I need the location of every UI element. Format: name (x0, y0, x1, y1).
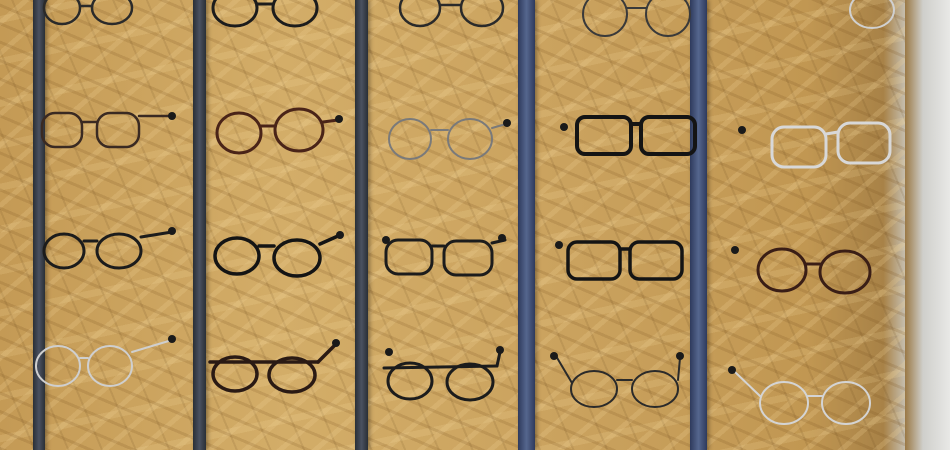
eyeglasses (386, 240, 505, 275)
eyeglasses (217, 109, 338, 153)
eyeglasses (577, 117, 695, 154)
eyeglasses (44, 0, 132, 24)
eyeglasses (213, 0, 317, 26)
eyeglasses (215, 236, 338, 276)
eyeglasses (758, 249, 870, 293)
eyeglasses (44, 232, 172, 268)
eyeglasses (850, 0, 894, 28)
eyeglasses (42, 113, 170, 147)
eyeglasses (583, 0, 690, 36)
eyeglasses (36, 340, 172, 386)
eyeglasses (210, 344, 336, 392)
eyeglasses (389, 119, 506, 159)
eyeglasses (384, 352, 500, 400)
eyeglasses (772, 123, 890, 167)
eyeglasses (568, 242, 682, 279)
eyeglasses (556, 356, 680, 407)
eyeglasses (735, 372, 870, 424)
eyeglasses (400, 0, 503, 26)
